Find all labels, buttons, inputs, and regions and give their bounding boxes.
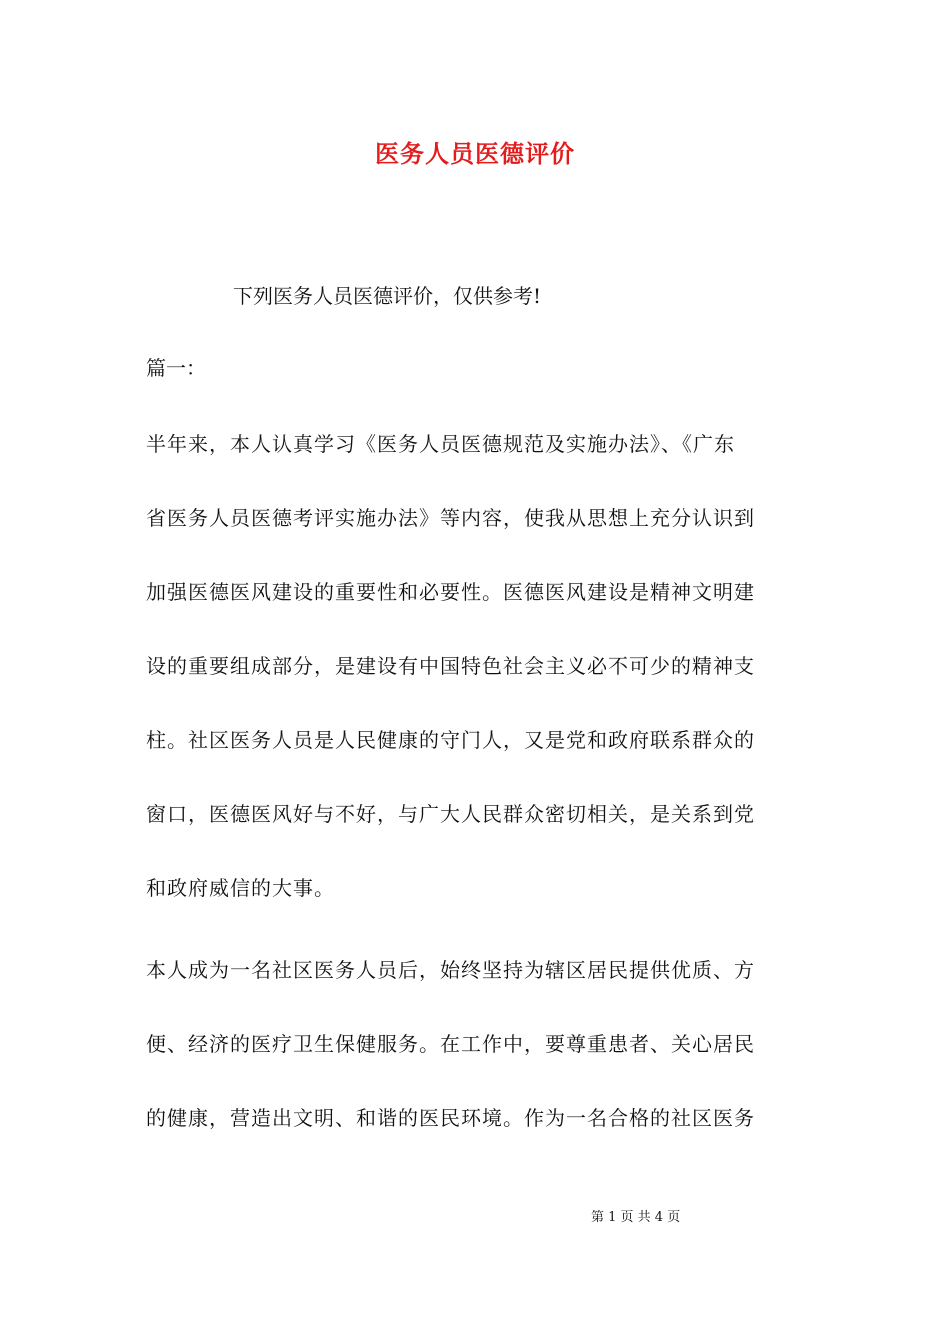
paragraph-line: 窗口，医德医风好与不好，与广大人民群众密切相关，是关系到党 [146,802,755,826]
paragraph-line: 柱。社区医务人员是人民健康的守门人，又是党和政府联系群众的 [146,728,755,752]
paragraph-line: 设的重要组成部分，是建设有中国特色社会主义必不可少的精神支 [146,654,755,678]
paragraph-line: 加强医德医风建设的重要性和必要性。医德医风建设是精神文明建 [146,580,755,604]
paragraph-2 [146,954,816,1176]
paragraph-line: 半年来，本人认真学习《医务人员医德规范及实施办法》、《广东 [146,432,735,456]
paragraph-line: 的健康，营造出文明、和谐的医民环境。作为一名合格的社区医务 [146,1106,755,1130]
section-label: 篇一： [146,356,206,380]
page-title: 医务人员医德评价 [375,139,575,168]
paragraph-line: 省医务人员医德考评实施办法》等内容，使我从思想上充分认识到 [146,506,755,530]
page-number-footer: 第 1 页 共 4 页 [591,1210,681,1225]
intro-text: 下列医务人员医德评价，仅供参考! [233,284,542,308]
paragraph-line: 便、经济的医疗卫生保健服务。在工作中，要尊重患者、关心居民 [146,1032,755,1056]
paragraph-1 [146,428,816,946]
paragraph-line: 本人成为一名社区医务人员后，始终坚持为辖区居民提供优质、方 [146,958,755,982]
paragraph-line: 和政府威信的大事。 [146,876,335,900]
